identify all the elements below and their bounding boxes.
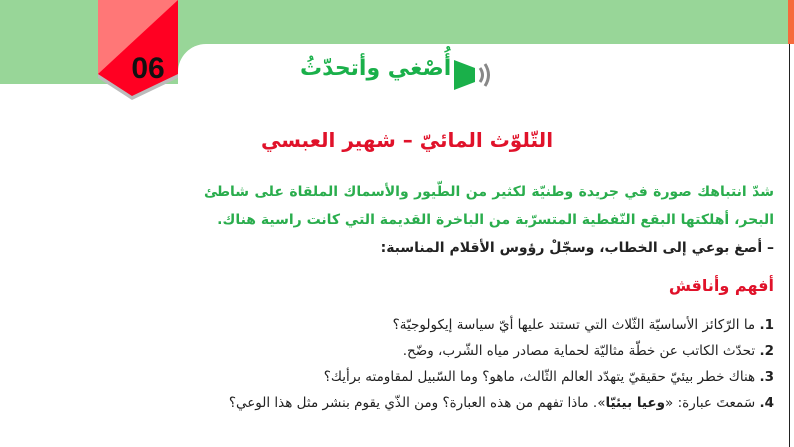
question-number: 1. — [759, 317, 774, 333]
question-number: 2. — [759, 343, 774, 359]
question-text: سَمعتَ عبارة: « — [665, 395, 760, 411]
questions-list — [214, 312, 774, 416]
lesson-number: 06 — [131, 52, 165, 85]
question-text: هناك خطر بيئيّ حقيقيّ يتهدّد العالم الثّالث، ماهو؟ وما السّبيل لمقاومته برأيك؟ — [323, 369, 760, 385]
section-title: أُصْغي وأتحدّثُ — [300, 56, 452, 81]
question-number: 3. — [759, 369, 774, 385]
instruction: – أصغ بوعي إلى الخطاب، وسجّلْ رؤوس الأقلام المناسبة: — [380, 240, 774, 256]
question-item — [214, 364, 774, 390]
question-item — [214, 312, 774, 338]
text-title: التّلوّث المائيّ – شهير العبسي — [260, 128, 554, 152]
page-edge — [789, 44, 790, 447]
question-text: ». ماذا تفهم من هذه العبارة؟ ومن الذّي يقوم بنشر مثل هذا الوعي؟ — [228, 395, 606, 411]
lesson-badge — [98, 0, 178, 102]
subheading: أفهم وأناقش — [668, 276, 774, 295]
question-text: تحدّث الكاتب عن خطّة مثاليّة لحماية مصادر مياه الشّرب، وضّح. — [402, 343, 760, 359]
question-number: 4. — [759, 395, 774, 411]
corner-accent — [788, 0, 794, 44]
question-item — [214, 390, 774, 416]
speaker-icon[interactable] — [448, 60, 492, 90]
question-text: ما الرّكائز الأساسيّة الثّلاث التي تستند عليها أيّ سياسة إيكولوجيّة؟ — [392, 317, 760, 333]
quoted-phrase: وعيا بيئيّا — [605, 395, 666, 411]
question-item — [214, 338, 774, 364]
intro-paragraph: شدّ انتباهك صورة في جريدة وطنيّة لكثير من الطّيور والأسماك الملقاة على شاطئ البحر، أهلكتها البقع النّفطية المتسرّبة من الباخرة القديمة التي كانت راسية هناك. — [204, 184, 774, 228]
